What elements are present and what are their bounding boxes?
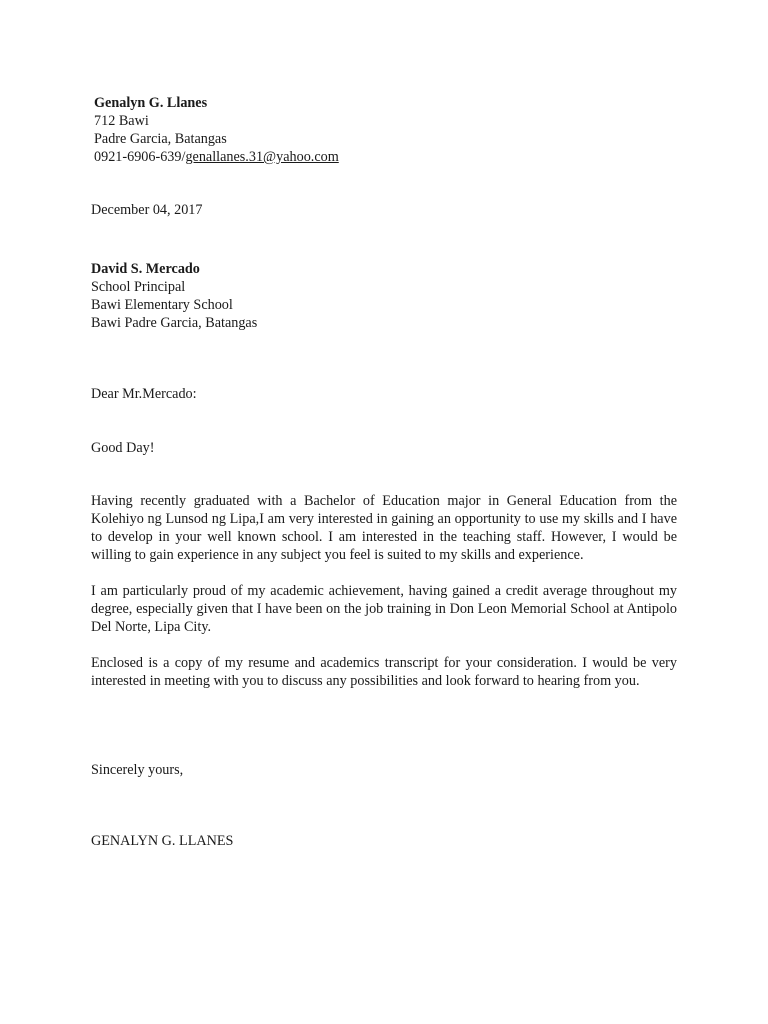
sender-phone: 0921-6906-639/ bbox=[94, 149, 186, 165]
signature-name: GENALYN G. LLANES bbox=[91, 833, 234, 849]
letter-date: December 04, 2017 bbox=[91, 202, 203, 218]
sender-block bbox=[94, 94, 339, 166]
closing: Sincerely yours, bbox=[91, 762, 184, 778]
body-paragraph-3: Enclosed is a copy of my resume and academics transcript for your consideration. I would be very interested in meeting with you to discuss any possibilities and look forward to hearing from you. bbox=[91, 655, 677, 689]
sender-contact bbox=[94, 148, 339, 166]
sender-address-line1: 712 Bawi bbox=[94, 113, 149, 129]
sender-name: Genalyn G. Llanes bbox=[94, 95, 208, 111]
body-paragraph-1: Having recently graduated with a Bachelor of Education major in General Education from the Kolehiyo ng Lunsod ng Lipa,I am very interested in gaining an opportunity to use my skills and I have to develop in your well known school. I am interested in the teaching staff. However, I would be willing to gain experience in any subject you feel is suited to my skills and experience. bbox=[91, 493, 677, 563]
recipient-name: David S. Mercado bbox=[91, 261, 200, 277]
recipient-school: Bawi Elementary School bbox=[91, 297, 233, 313]
recipient-block bbox=[91, 260, 257, 332]
recipient-title: School Principal bbox=[91, 279, 186, 295]
greeting: Good Day! bbox=[91, 440, 155, 456]
salutation: Dear Mr.Mercado: bbox=[91, 386, 197, 402]
recipient-address: Bawi Padre Garcia, Batangas bbox=[91, 315, 258, 331]
sender-address-line2: Padre Garcia, Batangas bbox=[94, 131, 227, 147]
sender-email-link[interactable]: genallanes.31@yahoo.com bbox=[185, 149, 339, 165]
body-paragraph-2: I am particularly proud of my academic achievement, having gained a credit average throughout my degree, especially given that I have been on the job training in Don Leon Memorial School at Antipolo Del Norte, Lipa City. bbox=[91, 583, 677, 635]
